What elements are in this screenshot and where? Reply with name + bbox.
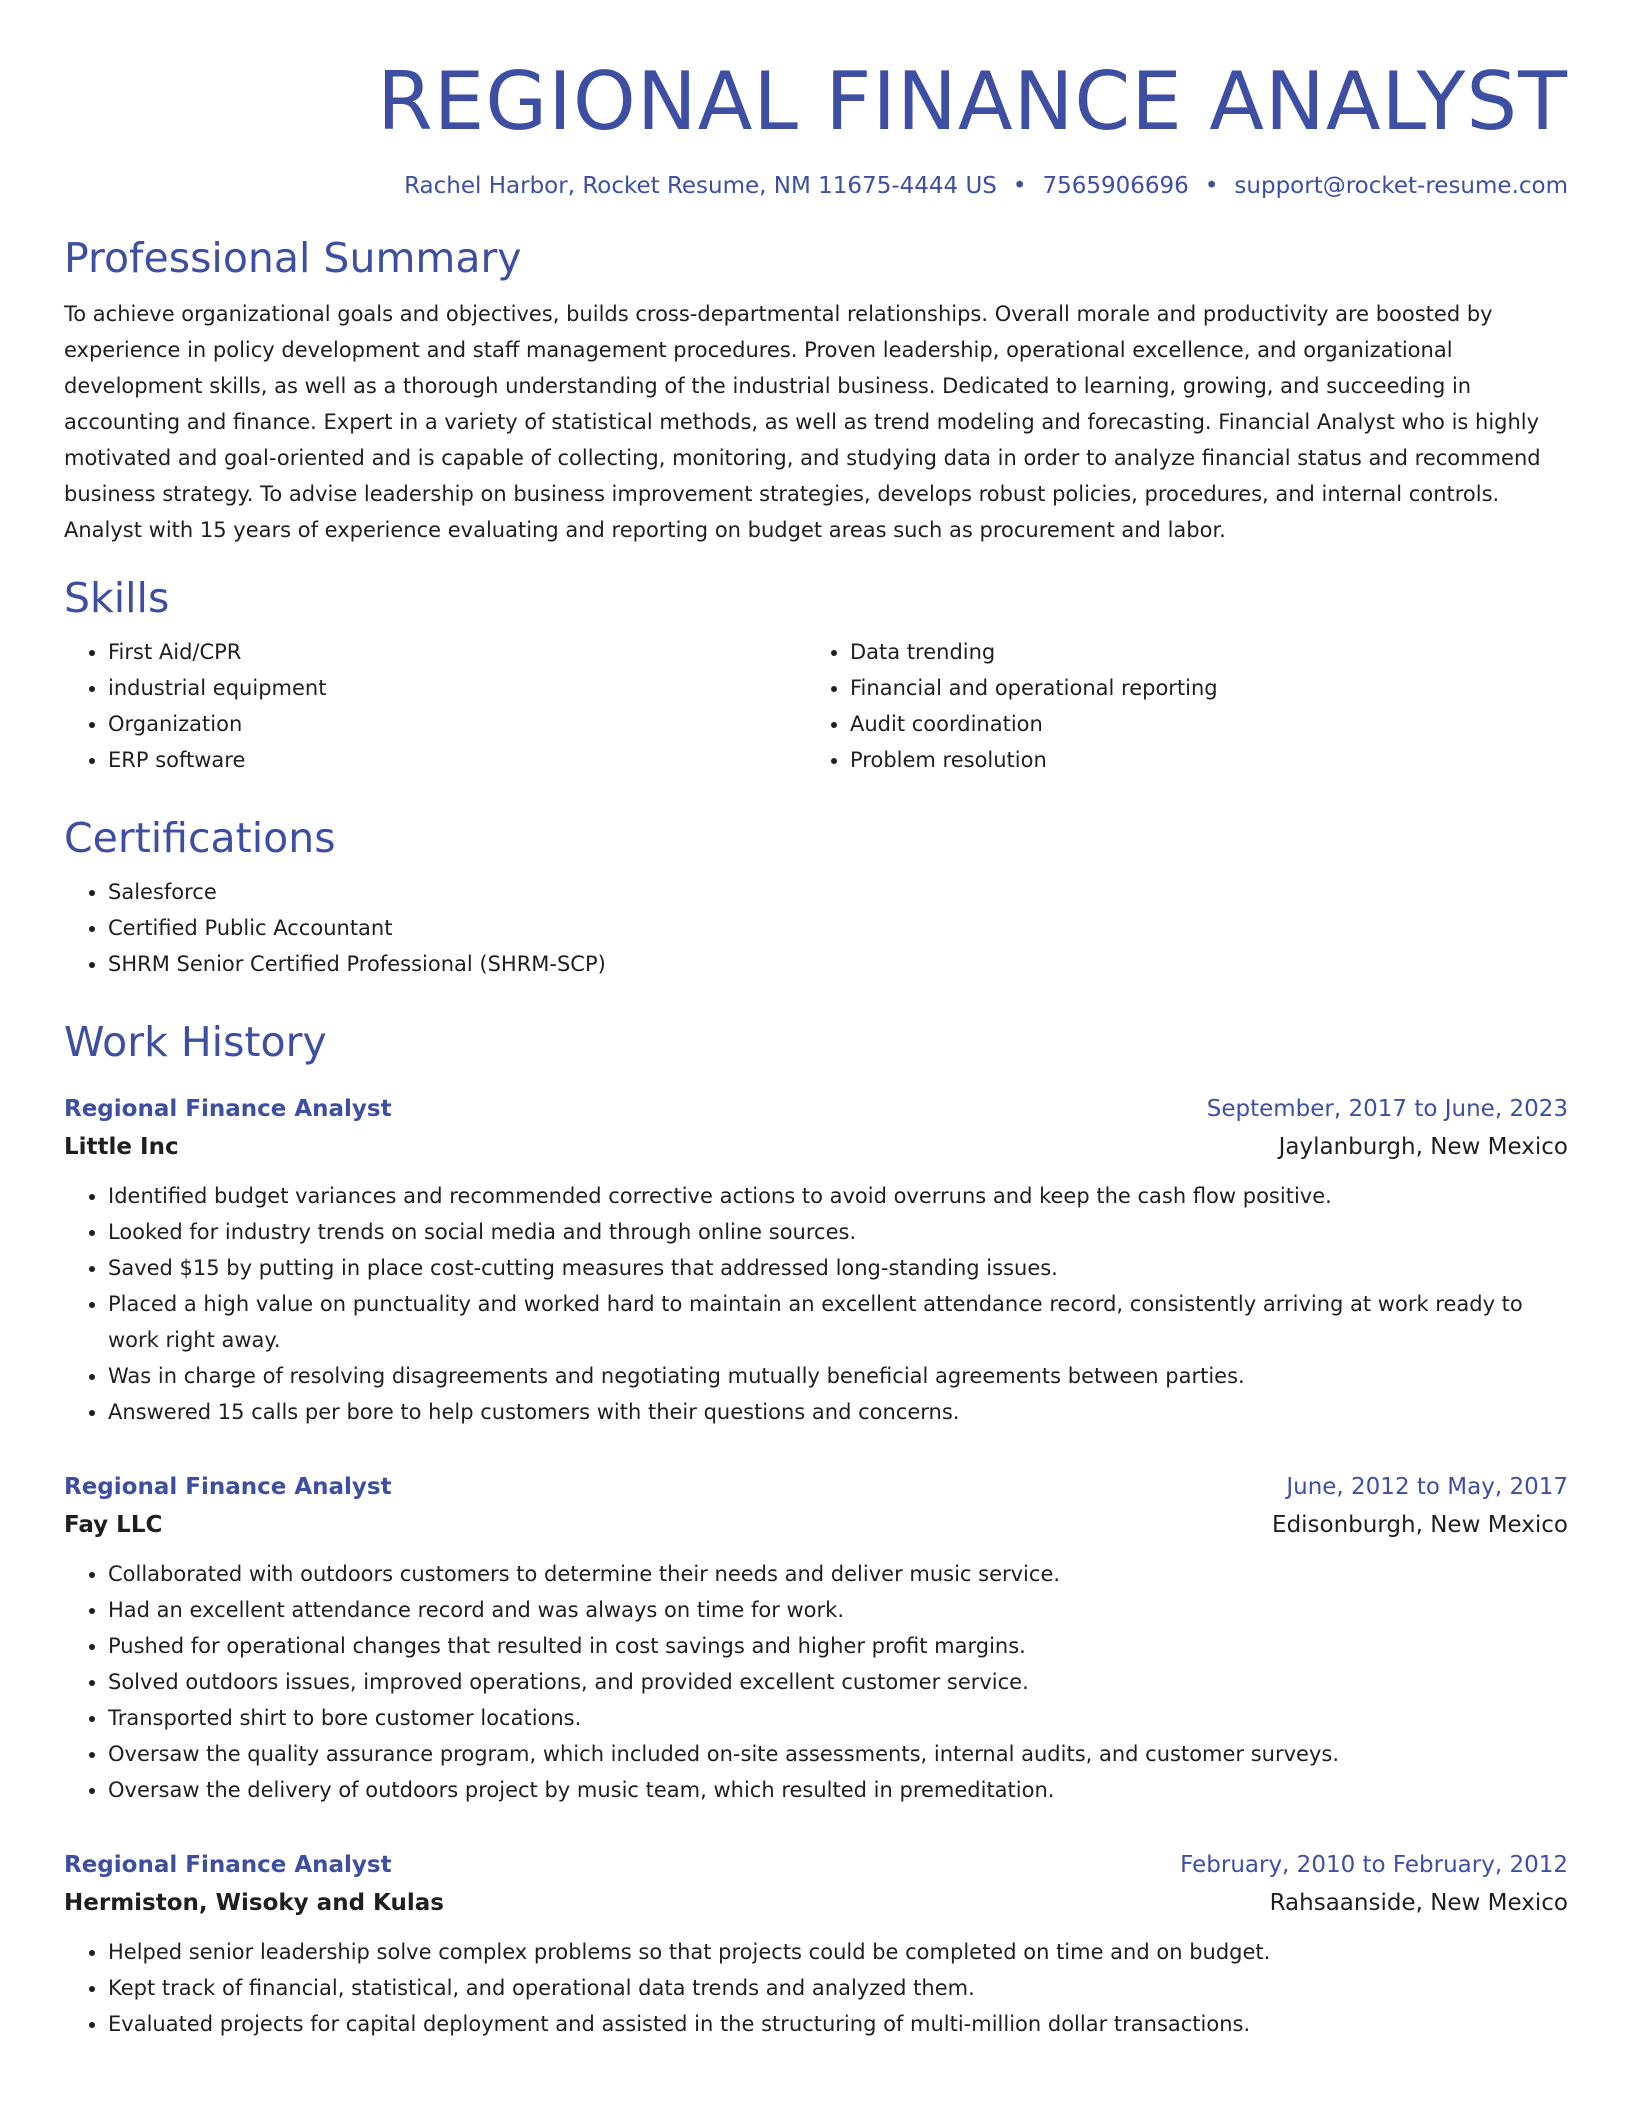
job-duty: • Helped senior leadership solve complex problems so that projects could be completed on time and on budget. [108, 1934, 1568, 1970]
job-role: Regional Finance Analyst [64, 1852, 392, 1878]
job-duty: • Transported shirt to bore customer locations. [108, 1700, 1568, 1736]
job-company: Little Inc [64, 1134, 179, 1160]
job-company: Fay LLC [64, 1512, 163, 1538]
job-location: Rahsaanside, New Mexico [1269, 1890, 1568, 1916]
job-duty: • Collaborated with outdoors customers to determine their needs and deliver music service. [108, 1556, 1568, 1592]
job-duty: • Had an excellent attendance record and was always on time for work. [108, 1592, 1568, 1628]
skill-item: • ERP software [108, 742, 806, 778]
certification-item: • Salesforce [108, 874, 1568, 910]
job-duty: • Saved $15 by putting in place cost-cutting measures that addressed long-standing issues. [108, 1250, 1568, 1286]
job-duty: • Evaluated projects for capital deployment and assisted in the structuring of multi-million dollar transactions. [108, 2006, 1568, 2042]
job-entry [64, 1846, 1568, 2042]
job-entry [64, 1090, 1568, 1430]
skill-item: • First Aid/CPR [108, 634, 806, 670]
skill-item: • Organization [108, 706, 806, 742]
job-header-row [64, 1468, 1568, 1506]
skills-column-right [806, 634, 1548, 778]
job-duty: • Answered 15 calls per bore to help customers with their questions and concerns. [108, 1394, 1568, 1430]
section-heading: Work History [64, 1018, 327, 1066]
job-duty: • Oversaw the delivery of outdoors project by music team, which resulted in premeditation. [108, 1772, 1568, 1808]
skills-list [64, 634, 806, 778]
work-history-section [64, 1016, 1568, 2042]
summary-text: To achieve organizational goals and objectives, builds cross-departmental relationships. Overall morale and productivity are boosted by experience in policy development and staff management procedures. Proven leadership, operational excellence, and organizational development skills, as well as a thorough understanding of the industrial business. Dedicated to learning, growing, and succeeding in accounting and finance. Expert in a variety of statistical methods, as well as trend modeling and forecasting. Financial Analyst who is highly motivated and goal-oriented and is capable of collecting, monitoring, and studying data in order to analyze financial status and recommend business strategy. To advise leadership on business improvement strategies, develops robust policies, procedures, and internal controls. Analyst with 15 years of experience evaluating and reporting on budget areas such as procurement and labor. [64, 302, 1541, 542]
job-duties-list [64, 1178, 1568, 1430]
skills-column-left [64, 634, 806, 778]
job-company: Hermiston, Wisoky and Kulas [64, 1890, 444, 1916]
job-dates: February, 2010 to February, 2012 [1180, 1852, 1568, 1878]
job-duty: • Pushed for operational changes that resulted in cost savings and higher profit margins. [108, 1628, 1568, 1664]
certifications-section [64, 812, 1568, 982]
skill-item: • industrial equipment [108, 670, 806, 706]
job-entry [64, 1468, 1568, 1808]
job-dates: September, 2017 to June, 2023 [1206, 1096, 1568, 1122]
skill-item: • Audit coordination [850, 706, 1548, 742]
skill-item: • Problem resolution [850, 742, 1548, 778]
resume-page [64, 0, 1568, 2042]
job-duty: • Looked for industry trends on social media and through online sources. [108, 1214, 1568, 1250]
job-header-row [64, 1846, 1568, 1884]
contact-line [64, 170, 1568, 202]
job-role: Regional Finance Analyst [64, 1096, 392, 1122]
job-duties-list [64, 1934, 1568, 2042]
job-duty: • Solved outdoors issues, improved operations, and provided excellent customer service. [108, 1664, 1568, 1700]
job-duty: • Identified budget variances and recommended corrective actions to avoid overruns and keep the cash flow positive. [108, 1178, 1568, 1214]
skills-list [806, 634, 1548, 778]
job-duties-list [64, 1556, 1568, 1808]
bullet-separator: • [1012, 173, 1027, 199]
skill-item: • Data trending [850, 634, 1548, 670]
job-location: Jaylanburgh, New Mexico [1278, 1134, 1568, 1160]
job-duty: • Kept track of financial, statistical, and operational data trends and analyzed them. [108, 1970, 1568, 2006]
section-heading: Professional Summary [64, 234, 522, 282]
summary-section [64, 232, 1568, 548]
section-heading: Certifications [64, 814, 336, 862]
job-duty: • Oversaw the quality assurance program, which included on-site assessments, internal audits, and customer surveys. [108, 1736, 1568, 1772]
job-company-row [64, 1506, 1568, 1544]
certification-item: • SHRM Senior Certified Professional (SHRM-SCP) [108, 946, 1568, 982]
job-dates: June, 2012 to May, 2017 [1286, 1474, 1568, 1500]
job-role: Regional Finance Analyst [64, 1474, 392, 1500]
contact-email: support@rocket-resume.com [1234, 173, 1568, 199]
certification-item: • Certified Public Accountant [108, 910, 1568, 946]
contact-phone: 7565906696 [1042, 173, 1189, 199]
job-company-row [64, 1128, 1568, 1166]
job-header-row [64, 1090, 1568, 1128]
resume-title: REGIONAL FINANCE ANALYST [377, 55, 1568, 148]
job-duty: • Was in charge of resolving disagreements and negotiating mutually beneficial agreements between parties. [108, 1358, 1568, 1394]
job-company-row [64, 1884, 1568, 1922]
certifications-list [64, 874, 1568, 982]
bullet-separator: • [1204, 173, 1219, 199]
contact-address: Rachel Harbor, Rocket Resume, NM 11675-4444 US [404, 173, 997, 199]
skill-item: • Financial and operational reporting [850, 670, 1548, 706]
skills-grid [64, 634, 1568, 778]
job-location: Edisonburgh, New Mexico [1272, 1512, 1568, 1538]
job-duty: • Placed a high value on punctuality and worked hard to maintain an excellent attendance record, consistently arriving at work ready to work right away. [108, 1286, 1568, 1358]
section-heading: Skills [64, 574, 170, 622]
skills-section [64, 572, 1568, 778]
